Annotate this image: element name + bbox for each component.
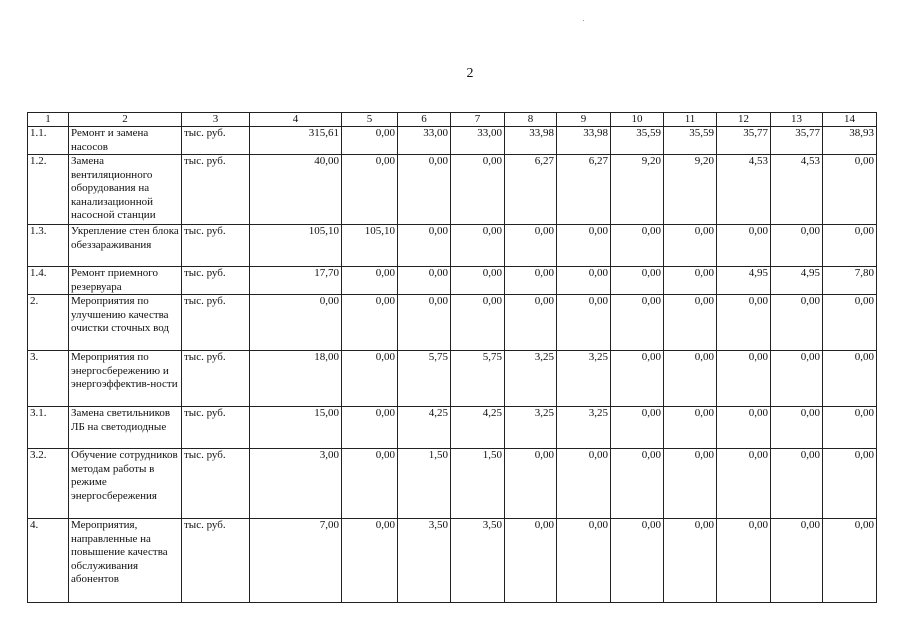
value-cell-col-14: 0,00 <box>823 225 877 267</box>
value-cell-col-13: 0,00 <box>771 225 823 267</box>
value-cell-col-10: 0,00 <box>611 449 664 519</box>
value-cell-col-6: 0,00 <box>398 295 451 351</box>
row-unit: тыс. руб. <box>182 155 250 225</box>
row-name: Обучение сотрудников методам работы в режиме энергосбережения <box>69 449 182 519</box>
row-name: Мероприятия по улучшению качества очистки сточных вод <box>69 295 182 351</box>
value-cell-col-12: 0,00 <box>717 295 771 351</box>
header-row <box>28 113 877 127</box>
value-cell-col-12: 0,00 <box>717 407 771 449</box>
value-cell-col-11: 0,00 <box>664 225 717 267</box>
value-cell-col-5: 0,00 <box>342 449 398 519</box>
column-header-12: 12 <box>717 113 771 127</box>
value-cell-col-13: 0,00 <box>771 449 823 519</box>
value-cell-col-8: 33,98 <box>505 127 557 155</box>
value-cell-col-4: 17,70 <box>250 267 342 295</box>
column-header-13: 13 <box>771 113 823 127</box>
row-name: Замена вентиляционного оборудования на канализационной насосной станции <box>69 155 182 225</box>
value-cell-col-11: 35,59 <box>664 127 717 155</box>
value-cell-col-14: 0,00 <box>823 155 877 225</box>
value-cell-col-6: 4,25 <box>398 407 451 449</box>
column-header-1: 1 <box>28 113 69 127</box>
value-cell-col-11: 9,20 <box>664 155 717 225</box>
data-table <box>27 112 877 603</box>
value-cell-col-13: 0,00 <box>771 351 823 407</box>
value-cell-col-5: 0,00 <box>342 295 398 351</box>
value-cell-col-11: 0,00 <box>664 407 717 449</box>
value-cell-col-7: 0,00 <box>451 267 505 295</box>
table-body <box>28 127 877 603</box>
value-cell-col-7: 0,00 <box>451 225 505 267</box>
value-cell-col-10: 0,00 <box>611 267 664 295</box>
row-number: 1.1. <box>28 127 69 155</box>
row-name: Ремонт приемного резервуара <box>69 267 182 295</box>
value-cell-col-5: 0,00 <box>342 407 398 449</box>
value-cell-col-6: 0,00 <box>398 225 451 267</box>
value-cell-col-7: 0,00 <box>451 295 505 351</box>
value-cell-col-13: 0,00 <box>771 407 823 449</box>
row-name: Мероприятия, направленные на повышение качества обслуживания абонентов <box>69 519 182 603</box>
column-header-14: 14 <box>823 113 877 127</box>
row-unit: тыс. руб. <box>182 225 250 267</box>
value-cell-col-10: 9,20 <box>611 155 664 225</box>
value-cell-col-14: 0,00 <box>823 449 877 519</box>
row-name: Ремонт и замена насосов <box>69 127 182 155</box>
value-cell-col-9: 0,00 <box>557 267 611 295</box>
value-cell-col-13: 4,53 <box>771 155 823 225</box>
row-unit: тыс. руб. <box>182 295 250 351</box>
value-cell-col-7: 3,50 <box>451 519 505 603</box>
value-cell-col-9: 0,00 <box>557 449 611 519</box>
value-cell-col-5: 0,00 <box>342 155 398 225</box>
value-cell-col-5: 105,10 <box>342 225 398 267</box>
table-row <box>28 267 877 295</box>
value-cell-col-9: 3,25 <box>557 407 611 449</box>
value-cell-col-8: 0,00 <box>505 225 557 267</box>
table-row <box>28 127 877 155</box>
value-cell-col-14: 38,93 <box>823 127 877 155</box>
value-cell-col-12: 35,77 <box>717 127 771 155</box>
value-cell-col-14: 0,00 <box>823 407 877 449</box>
value-cell-col-13: 0,00 <box>771 519 823 603</box>
value-cell-col-5: 0,00 <box>342 127 398 155</box>
value-cell-col-8: 0,00 <box>505 295 557 351</box>
row-name: Замена светильников ЛБ на светодиодные <box>69 407 182 449</box>
value-cell-col-11: 0,00 <box>664 295 717 351</box>
value-cell-col-12: 4,53 <box>717 155 771 225</box>
column-header-2: 2 <box>69 113 182 127</box>
value-cell-col-9: 0,00 <box>557 295 611 351</box>
table-row <box>28 155 877 225</box>
value-cell-col-12: 0,00 <box>717 225 771 267</box>
value-cell-col-9: 3,25 <box>557 351 611 407</box>
value-cell-col-6: 0,00 <box>398 267 451 295</box>
column-header-6: 6 <box>398 113 451 127</box>
row-number: 1.4. <box>28 267 69 295</box>
value-cell-col-12: 0,00 <box>717 449 771 519</box>
value-cell-col-5: 0,00 <box>342 351 398 407</box>
value-cell-col-7: 0,00 <box>451 155 505 225</box>
table-row <box>28 407 877 449</box>
value-cell-col-10: 0,00 <box>611 519 664 603</box>
scan-speck <box>583 20 584 21</box>
row-number: 3.1. <box>28 407 69 449</box>
value-cell-col-11: 0,00 <box>664 519 717 603</box>
value-cell-col-7: 5,75 <box>451 351 505 407</box>
page-number: 2 <box>466 66 474 81</box>
value-cell-col-9: 0,00 <box>557 225 611 267</box>
value-cell-col-14: 0,00 <box>823 295 877 351</box>
row-unit: тыс. руб. <box>182 449 250 519</box>
value-cell-col-6: 0,00 <box>398 155 451 225</box>
column-header-8: 8 <box>505 113 557 127</box>
value-cell-col-10: 0,00 <box>611 295 664 351</box>
table-row <box>28 449 877 519</box>
value-cell-col-6: 3,50 <box>398 519 451 603</box>
value-cell-col-8: 6,27 <box>505 155 557 225</box>
row-name: Мероприятия по энергосбережению и энергоэффектив-ности <box>69 351 182 407</box>
value-cell-col-4: 315,61 <box>250 127 342 155</box>
column-header-7: 7 <box>451 113 505 127</box>
value-cell-col-4: 105,10 <box>250 225 342 267</box>
row-unit: тыс. руб. <box>182 267 250 295</box>
value-cell-col-8: 3,25 <box>505 407 557 449</box>
value-cell-col-9: 0,00 <box>557 519 611 603</box>
value-cell-col-4: 7,00 <box>250 519 342 603</box>
value-cell-col-5: 0,00 <box>342 519 398 603</box>
row-unit: тыс. руб. <box>182 519 250 603</box>
table-row <box>28 295 877 351</box>
row-name: Укрепление стен блока обеззараживания <box>69 225 182 267</box>
value-cell-col-11: 0,00 <box>664 449 717 519</box>
value-cell-col-12: 4,95 <box>717 267 771 295</box>
row-number: 1.3. <box>28 225 69 267</box>
row-unit: тыс. руб. <box>182 127 250 155</box>
value-cell-col-9: 6,27 <box>557 155 611 225</box>
value-cell-col-6: 5,75 <box>398 351 451 407</box>
row-unit: тыс. руб. <box>182 351 250 407</box>
value-cell-col-11: 0,00 <box>664 351 717 407</box>
value-cell-col-4: 0,00 <box>250 295 342 351</box>
value-cell-col-13: 35,77 <box>771 127 823 155</box>
value-cell-col-12: 0,00 <box>717 351 771 407</box>
value-cell-col-14: 0,00 <box>823 351 877 407</box>
value-cell-col-8: 0,00 <box>505 449 557 519</box>
value-cell-col-12: 0,00 <box>717 519 771 603</box>
row-number: 4. <box>28 519 69 603</box>
value-cell-col-5: 0,00 <box>342 267 398 295</box>
value-cell-col-8: 3,25 <box>505 351 557 407</box>
value-cell-col-6: 1,50 <box>398 449 451 519</box>
value-cell-col-6: 33,00 <box>398 127 451 155</box>
value-cell-col-11: 0,00 <box>664 267 717 295</box>
value-cell-col-8: 0,00 <box>505 519 557 603</box>
row-number: 3.2. <box>28 449 69 519</box>
table-row <box>28 225 877 267</box>
column-header-4: 4 <box>250 113 342 127</box>
value-cell-col-7: 33,00 <box>451 127 505 155</box>
row-number: 3. <box>28 351 69 407</box>
table-row <box>28 351 877 407</box>
value-cell-col-10: 0,00 <box>611 407 664 449</box>
column-header-3: 3 <box>182 113 250 127</box>
value-cell-col-13: 0,00 <box>771 295 823 351</box>
value-cell-col-10: 0,00 <box>611 351 664 407</box>
value-cell-col-4: 3,00 <box>250 449 342 519</box>
value-cell-col-8: 0,00 <box>505 267 557 295</box>
value-cell-col-10: 35,59 <box>611 127 664 155</box>
value-cell-col-7: 4,25 <box>451 407 505 449</box>
row-number: 2. <box>28 295 69 351</box>
value-cell-col-4: 15,00 <box>250 407 342 449</box>
column-header-10: 10 <box>611 113 664 127</box>
table-row <box>28 519 877 603</box>
value-cell-col-4: 18,00 <box>250 351 342 407</box>
value-cell-col-9: 33,98 <box>557 127 611 155</box>
value-cell-col-14: 7,80 <box>823 267 877 295</box>
value-cell-col-4: 40,00 <box>250 155 342 225</box>
value-cell-col-14: 0,00 <box>823 519 877 603</box>
value-cell-col-10: 0,00 <box>611 225 664 267</box>
value-cell-col-13: 4,95 <box>771 267 823 295</box>
row-unit: тыс. руб. <box>182 407 250 449</box>
value-cell-col-7: 1,50 <box>451 449 505 519</box>
column-header-11: 11 <box>664 113 717 127</box>
row-number: 1.2. <box>28 155 69 225</box>
column-header-5: 5 <box>342 113 398 127</box>
column-header-9: 9 <box>557 113 611 127</box>
